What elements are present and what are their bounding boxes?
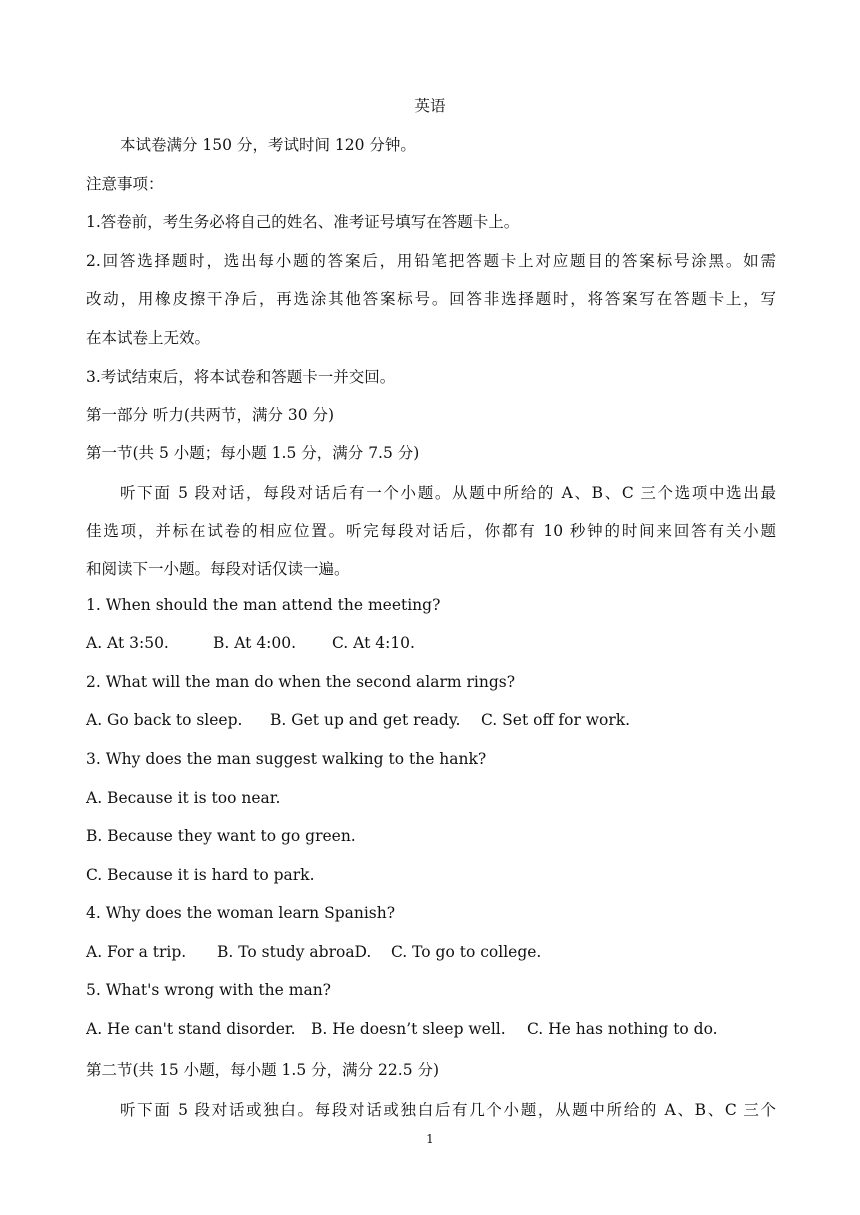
- question-3-stem: 3. Why does the man suggest walking to the hank?: [86, 750, 487, 768]
- question-2-option-b: B. Get up and get ready.: [270, 711, 461, 729]
- notice-item-1: 1.答卷前，考生务必将自己的姓名、准考证号填写在答题卡上。: [86, 213, 520, 231]
- question-3-option-b: B. Because they want to go green.: [86, 827, 356, 845]
- question-4-option-b: B. To study abroaD.: [217, 943, 372, 961]
- question-4-stem: 4. Why does the woman learn Spanish?: [86, 904, 396, 922]
- page-title: 英语: [414, 97, 446, 115]
- question-2-option-c: C. Set off for work.: [481, 711, 631, 729]
- notice-item-3: 3.考试结束后，将本试卷和答题卡一并交回。: [86, 368, 396, 386]
- question-2-stem: 2. What will the man do when the second alarm rings?: [86, 673, 516, 691]
- part1-heading: 第一部分 听力(共两节，满分 30 分): [86, 406, 335, 424]
- section1-instructions-line-2: 佳选项，并标在试卷的相应位置。听完每段对话后，你都有 10 秒钟的时间来回答有关小题: [86, 522, 776, 540]
- notice-heading: 注意事项：: [86, 175, 164, 193]
- question-5-option-c: C. He has nothing to do.: [527, 1020, 718, 1038]
- question-3-option-a: A. Because it is too near.: [86, 789, 281, 807]
- question-5-option-b: B. He doesn’t sleep well.: [311, 1020, 506, 1038]
- section1-heading: 第一节(共 5 小题；每小题 1.5 分，满分 7.5 分): [86, 444, 420, 462]
- section1-instructions-line-3: 和阅读下一小题。每段对话仅读一遍。: [86, 560, 350, 578]
- question-5-option-a: A. He can't stand disorder.: [86, 1020, 296, 1038]
- question-4-option-a: A. For a trip.: [86, 943, 187, 961]
- intro-text: 本试卷满分 150 分，考试时间 120 分钟。: [120, 136, 416, 154]
- notice-item-2-line-3: 在本试卷上无效。: [86, 329, 211, 347]
- notice-item-2-line-1: 2.回答选择题时，选出每小题的答案后，用铅笔把答题卡上对应题目的答案标号涂黑。如需: [86, 252, 776, 270]
- page-number: 1: [426, 1132, 434, 1146]
- question-1-option-b: B. At 4:00.: [213, 634, 297, 652]
- notice-item-2-line-2: 改动，用橡皮擦干净后，再选涂其他答案标号。回答非选择题时，将答案写在答题卡上，写: [86, 290, 776, 308]
- question-1-option-c: C. At 4:10.: [332, 634, 415, 652]
- question-2-option-a: A. Go back to sleep.: [86, 711, 243, 729]
- section2-instructions-line-1: 听下面 5 段对话或独白。每段对话或独白后有几个小题，从题中所给的 A、B、C 三个: [120, 1101, 776, 1119]
- question-4-option-c: C. To go to college.: [391, 943, 542, 961]
- question-3-option-c: C. Because it is hard to park.: [86, 866, 315, 884]
- question-5-stem: 5. What's wrong with the man?: [86, 981, 331, 999]
- section2-heading: 第二节(共 15 小题，每小题 1.5 分，满分 22.5 分): [86, 1061, 440, 1079]
- question-1-option-a: A. At 3:50.: [86, 634, 169, 652]
- question-1-stem: 1. When should the man attend the meeting?: [86, 596, 441, 614]
- section1-instructions-line-1: 听下面 5 段对话，每段对话后有一个小题。从题中所给的 A、B、C 三个选项中选出最: [120, 484, 776, 502]
